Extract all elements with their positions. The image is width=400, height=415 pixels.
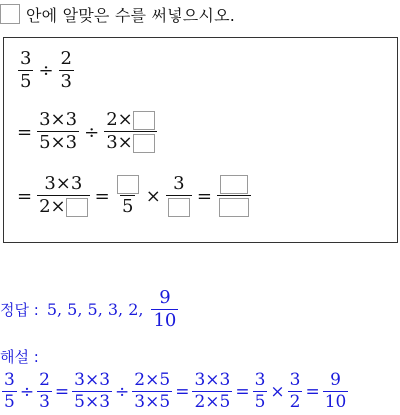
answer-line [0,289,180,331]
answer-values: 5, 5, 5, 3, 2, [46,300,144,320]
explanation-label: 해설 : [0,348,39,366]
answer-input-box[interactable] [219,198,249,217]
denominator [104,131,157,153]
numerator: 9 [159,287,171,308]
numerator: 3 [289,370,301,390]
answer-label: 정답 : [0,301,39,320]
numerator: 2 [60,48,72,69]
fraction [72,372,112,412]
denominator: 5 [254,391,266,412]
denominator: 3 [60,70,72,92]
fraction [2,372,17,412]
problem-line-1 [16,50,76,92]
denominator: 2 [289,391,301,412]
answer-input-box[interactable] [133,134,155,153]
times-sign: × [145,185,161,207]
numerator [104,111,157,131]
numerator: 3 [4,370,15,390]
answer-input-box[interactable] [133,111,155,130]
divide-sign: ÷ [115,381,130,402]
divide-sign: ÷ [19,381,35,402]
numerator: 2×5 [134,370,171,390]
denominator-text: 3× [106,132,133,154]
equals-sign: = [94,185,110,207]
numerator [218,175,250,195]
denominator [166,195,192,217]
answer-input-box[interactable] [168,198,190,217]
denominator: 10 [153,309,177,331]
denominator: 5 [20,70,32,92]
numerator: 2 [39,370,50,390]
numerator-text: 2× [106,109,133,131]
fraction [192,372,232,412]
problem-line-2 [14,111,159,153]
answer-input-box[interactable] [117,175,139,194]
answer-fraction [151,289,178,331]
numerator: 3×3 [39,109,78,131]
fraction [104,111,157,153]
denominator: 5 [122,196,134,218]
fraction [323,372,349,412]
denominator [217,195,251,217]
numerator: 3×3 [74,370,111,390]
fraction [166,175,192,217]
divide-sign: ÷ [84,121,100,143]
denominator [37,195,90,217]
answer-input-box[interactable] [220,175,248,194]
equals-sign: = [17,121,33,143]
numerator: 9 [330,370,341,390]
denominator-text: 2× [39,195,66,217]
divide-sign: ÷ [38,60,54,82]
fraction [132,372,172,412]
denominator: 3 [39,391,50,412]
numerator: 3 [254,370,266,390]
answer-input-box[interactable] [66,198,88,217]
equals-sign: = [54,381,70,402]
fraction [288,372,303,412]
numerator: 3 [173,173,185,195]
equals-sign: = [235,381,250,402]
instruction-text: 안에 알맞은 수를 써넣으시오. [26,5,236,25]
denominator: 5 [4,391,15,412]
equals-sign: = [17,185,33,207]
blank-box-icon [0,4,20,24]
fraction [37,111,79,153]
fraction [37,372,52,412]
fraction [115,175,141,217]
problem-box [3,37,398,243]
fraction [217,175,251,217]
equals-sign: = [196,185,212,207]
numerator: 3×3 [194,370,231,390]
denominator: 10 [324,391,347,412]
equals-sign: = [175,381,190,402]
numerator: 3 [20,48,32,69]
numerator: 3×3 [44,173,83,195]
numerator [115,175,141,195]
equals-sign: = [305,381,320,402]
problem-line-3 [14,175,253,217]
fraction [253,372,268,412]
instruction [0,0,235,28]
denominator: 5×3 [39,132,78,153]
denominator: 2×5 [194,391,231,412]
times-sign: × [270,381,285,402]
fraction [37,175,90,217]
fraction [18,50,33,92]
denominator: 3×5 [134,391,171,412]
fraction [59,50,74,92]
denominator: 5×3 [74,391,111,412]
